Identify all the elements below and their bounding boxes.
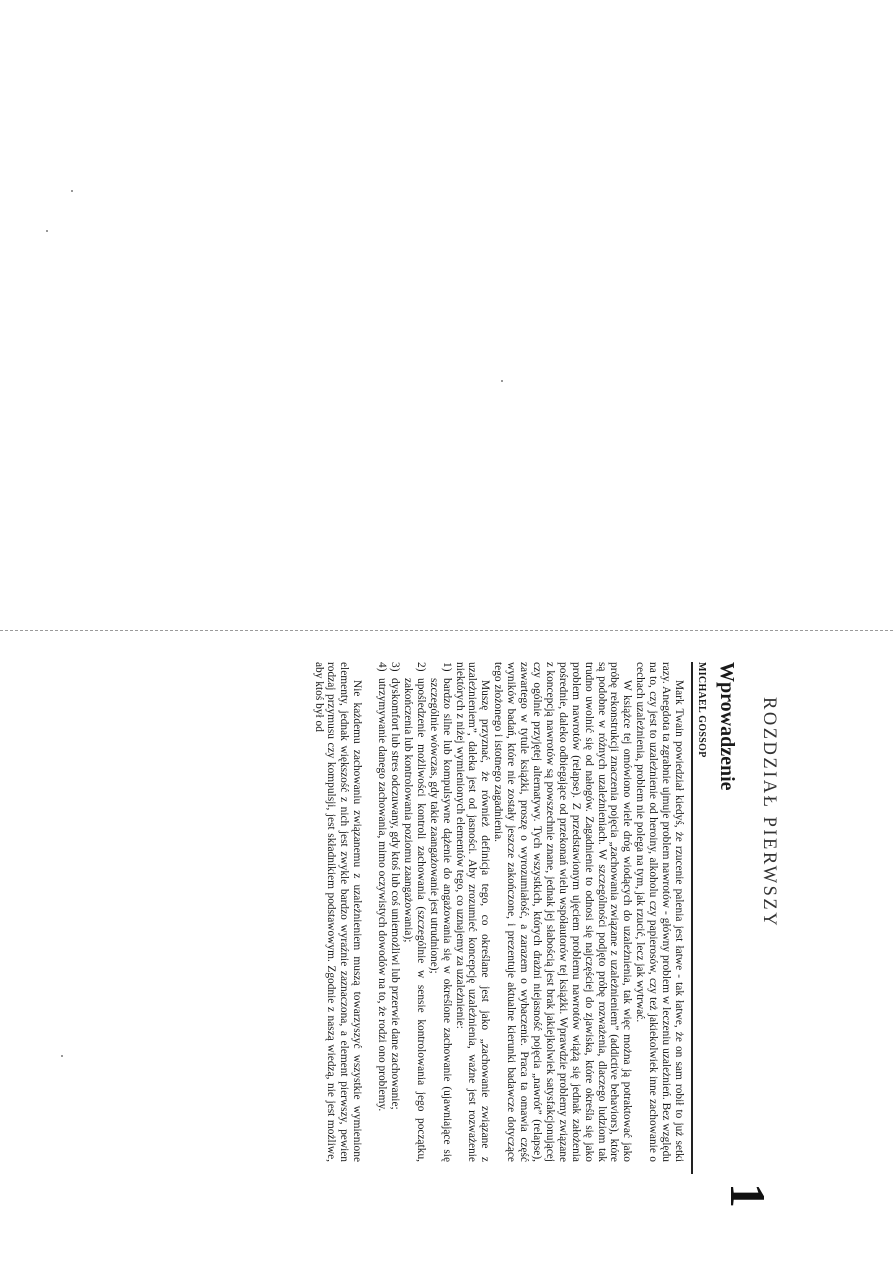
list-item: 4) utrzymywanie danego zachowania, mimo oczywistych dowodów na to, że rodzi ono problemy.: [376, 662, 389, 1112]
scan-speck: [61, 1055, 63, 1057]
page-fold-area: [0, 0, 893, 631]
paragraph: W książce tej omówiono wiele dróg wiodących do uzależnienia, tak więc można ją potraktować jako próbę rekonstrukcji znaczenia pojęcia „zachowania związane z uzależnieniem” (addictive behaviors), które są podobne w różnych uzależnieniach. W szczególności podjęto próbę rozważenia, dlaczego ludziom tak trudno uwolnić się od nałogów. Zagadnienie to odnosi się najczęściej do zjawiska, które określa się jako problem nawrotów (relapse). Z przedstawionym ujęciem problemu nawrotów wiążą się jednak założenia pośrednie, daleko odbiegające od przekonań wielu współautorów tej książki. Wprawdzie problemy związane z koncepcją nawrotów są powszechnie znane, jednak jej słabością jest brak jakiejkolwiek satysfakcjonującej czy ogólnie przyjętej alternatywy. Tych wszystkich, których drażni niejasność pojęcia „nawrót” (relapse), zawartego w tytule książki, proszę o wyrozumiałość, a zarazem o wybaczenie. Praca ta omawia część wyników badań, które nie zostały jeszcze zakończone, i prezentuje aktualne kierunki badawcze dotyczące tego złożonego i istotnego zagadnienia.: [492, 662, 634, 1162]
author-name: MICHAEL GOSSOP: [696, 662, 707, 758]
paragraph: Muszę przyznać, że również definicja tego, co określane jest jako „zachowanie związane z uzależnieniem”, daleka jest od jasności. Aby zrozumieć koncepcję uzależnienia, ważne jest rozważenie niektórych z niżej wymienionych elementów tego, co uznajemy za uzależnienie:: [453, 662, 492, 1162]
list-item: 1) bardzo silne lub kompulsywne dążenie do angażowania się w określone zachowanie (ujawniające się szczególnie wówczas, gdy takie zaangażowanie jest utrudnione);: [427, 662, 453, 1162]
body-text: [312, 662, 685, 1162]
paragraph: Mark Twain powiedział kiedyś, że rzucenie palenia jest łatwe - tak łatwe, że on sam robił to już setki razy. Anegdota ta zgrabnie ujmuje problem nawrotów - główny problem w leczeniu uzależnień. Bez względu na to, czy jest to uzależnienie od heroiny, alkoholu czy papierosów, czy też jakiekolwiek inne zachowanie o cechach uzależnienia, problem nie polega na tym, jak rzucić, lecz jak wytrwać.: [634, 662, 685, 1162]
criteria-list: [375, 662, 452, 1162]
section-title: Wprowadzenie: [716, 662, 738, 791]
scan-speck: [71, 190, 73, 192]
chapter-heading: ROZDZIAŁ PIERWSZY: [759, 697, 779, 929]
list-item: 2) upośledzenie możliwości kontroli zachowania (szczególnie w sensie kontrolowania jego początku, zakończenia lub kontrolowania poziomu zaangażowania);: [401, 662, 427, 1162]
chapter-number: 1: [720, 1183, 776, 1208]
author-rule: [691, 662, 693, 1174]
scan-speck: [501, 380, 503, 382]
list-item: 3) dyskomfort lub stres odczuwany, gdy ktoś lub coś uniemożliwi lub przerwie dane zachowanie;: [389, 662, 402, 1110]
paragraph: Nie każdemu zachowaniu związanemu z uzależnieniem muszą towarzyszyć wszystkie wymienione elementy, jednak większość z nich jest zwykle bardzo wyraźnie zaznaczona, a element pierwszy, pewien rodzaj przymusu czy kompulsji, jest składnikiem podstawowym. Zgodnie z naszą wiedzą, nie jest możliwe, aby ktoś był od: [312, 662, 364, 1162]
scan-speck: [46, 230, 48, 232]
